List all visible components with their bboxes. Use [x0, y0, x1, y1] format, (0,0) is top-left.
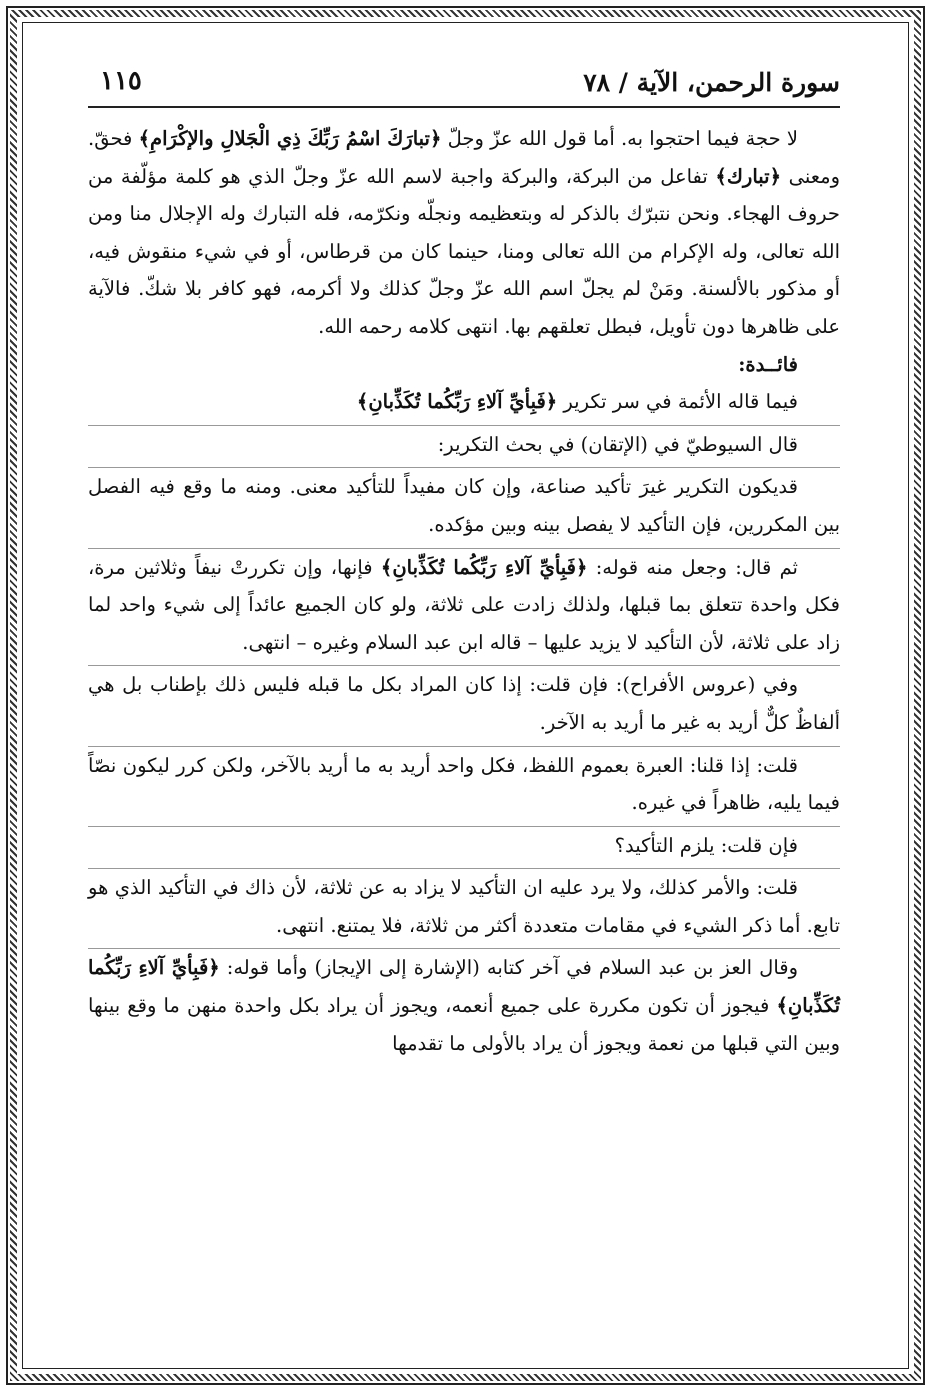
- paragraph-text: لا حجة فيما احتجوا به. أما قول الله عزّ وجلّ: [441, 127, 798, 150]
- body-paragraphs: [88, 383, 840, 1062]
- quran-quote: ﴿تبارَكَ اسْمُ رَبِّكَ ذِي الْجَلالِ والإكْرَامِ﴾: [138, 127, 442, 150]
- paragraph-text: قال السيوطيّ في (الإتقان) في بحث التكرير:: [437, 432, 798, 456]
- quran-quote: ﴿تبارك﴾: [715, 164, 782, 188]
- paragraph: [88, 869, 840, 944]
- running-header: [88, 62, 840, 108]
- paragraph-text: قلت: والأمر كذلك، ولا يرد عليه ان التأكيد لا يزاد به عن ثلاثة، لأن ذاك في التأكيد الذي هو تابع. أما ذكر الشيء في مقامات متعددة أكثر من ثلاثة، فلا يمتنع. انتهى.: [88, 876, 840, 937]
- paragraph-text: فإن قلت: يلزم التأكيد؟: [614, 833, 798, 857]
- paragraph-text: وفي (عروس الأفراح): فإن قلت: إذا كان المراد بكل ما قبله فليس ذلك بإطناب بل هي ألفاظٌ كلٌّ أريد به غير ما أريد به الآخر.: [88, 673, 840, 734]
- paragraph: [88, 666, 840, 741]
- paragraph: [88, 827, 840, 865]
- section-heading: فائــدة:: [738, 352, 798, 376]
- paragraph-text: قلت: إذا قلنا: العبرة بعموم اللفظ، فكل واحد أريد به ما أريد بالآخر، ولكن كرر ليكون نصّاً فيما يليه، ظاهراً في غيره.: [88, 753, 840, 815]
- header-title: سورة الرحمن، الآية / ٧٨: [583, 68, 840, 97]
- paragraph-text: وقال العز بن عبد السلام في آخر كتابه (الإشارة إلى الإيجاز) وأما قوله:: [219, 956, 798, 980]
- paragraph: [88, 549, 840, 662]
- paragraph-text: فيما قاله الأئمة في سر تكرير: [557, 390, 798, 414]
- paragraph: [88, 426, 840, 464]
- quran-quote: ﴿فَبِأيِّ آلاءِ رَبِّكُما تُكَذِّبانِ﴾: [380, 555, 588, 579]
- paragraph: [88, 468, 840, 543]
- paragraph-text: فحقّ. ومعنى: [88, 127, 840, 188]
- paragraph-text: فإنها، وإن تكررتْ نيفاً وثلاثين مرة، فكل واحدة تتعلق بما قبلها، ولذلك زادت على ثلاثة، ولو كان الجميع عائداً إلى شيء واحد لما زاد على ثلاثة، لأن التأكيد لا يزيد عليها – قاله ابن عبد السلام وغيره – انتهى.: [88, 555, 840, 654]
- paragraph: [88, 120, 840, 346]
- paragraph-text: تفاعل من البركة، والبركة واجبة لاسم الله عزّ وجلّ الذي هو كلمة مؤلّفة من حروف الهجاء. ونحن نتبرّك بالذكر له وبتعظيمه ونجلّه ونكرّمه، فله التبارك وله الإجلال منا ومن الله تعالى، وله الإكرام من الله تعالى ومنا، حينما كان من قرطاس، أو في شيء منقوش فيه، أو مذكور بالألسنة. ومَنْ لم يجلّ اسم الله عزّ وجلّ كذلك ولا أكرمه، فهو كافر بلا شكّ. فالآية على ظاهرها دون تأويل، فبطل تعلقهم بها. انتهى كلامه رحمه الله.: [88, 164, 840, 338]
- paragraph: [88, 949, 840, 1062]
- quran-quote: ﴿فَبِأيِّ آلاءِ رَبِّكُما تُكَذِّبانِ﴾: [356, 390, 558, 414]
- page-number: ١١٥: [100, 66, 142, 96]
- page-content: [88, 108, 840, 1062]
- book-page: [88, 62, 840, 1352]
- paragraph: [88, 747, 840, 822]
- paragraph: [88, 383, 840, 421]
- opening-paragraphs: [88, 120, 840, 346]
- paragraph-text: فيجوز أن تكون مكررة على جميع أنعمه، ويجوز أن يراد بكل واحدة منهن ما وقع بينها وبين التي قبلها من نعمة ويجوز أن يراد بالأولى ما تقدمها: [88, 994, 840, 1055]
- paragraph-text: قديكون التكرير غيرَ تأكيد صناعة، وإن كان مفيداً للتأكيد معنى. ومنه ما وقع فيه الفصل بين المكررين، فإن التأكيد لا يفصل بينه وبين مؤكده.: [88, 475, 840, 536]
- quran-quote: ﴿فَبِأيِّ آلاءِ رَبِّكُما تُكَذِّبانِ﴾: [88, 956, 840, 1018]
- paragraph-text: ثم قال: وجعل منه قوله:: [587, 555, 798, 579]
